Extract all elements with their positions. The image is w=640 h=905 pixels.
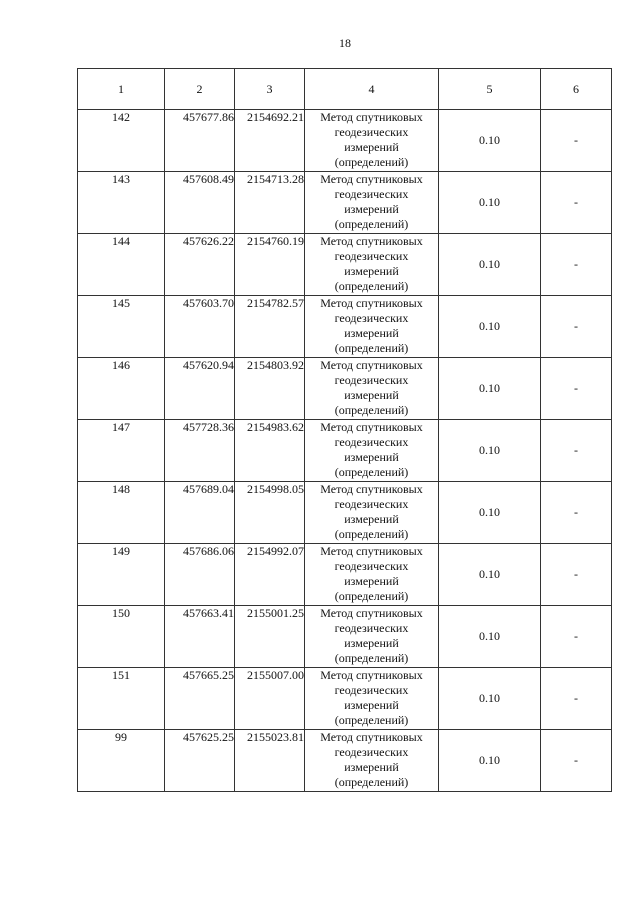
method-cell bbox=[305, 420, 439, 482]
method-line: (определений) bbox=[334, 341, 409, 355]
accuracy-cell: 0.10 bbox=[439, 606, 541, 668]
description-cell: - bbox=[541, 172, 612, 234]
accuracy-cell: 0.10 bbox=[439, 234, 541, 296]
method-cell bbox=[305, 606, 439, 668]
method-line: (определений) bbox=[334, 279, 409, 293]
column-header-6: 6 bbox=[541, 69, 612, 110]
table-row bbox=[78, 668, 612, 730]
column-header-2: 2 bbox=[165, 69, 235, 110]
method-cell bbox=[305, 358, 439, 420]
table-row bbox=[78, 730, 612, 792]
method-line: Метод спутниковых bbox=[320, 544, 423, 558]
y-coordinate-cell: 2154692.21 bbox=[235, 110, 305, 172]
x-coordinate-cell: 457625.25 bbox=[165, 730, 235, 792]
method-line: измерений bbox=[344, 388, 399, 402]
method-line: измерений bbox=[344, 636, 399, 650]
method-line: (определений) bbox=[334, 403, 409, 417]
y-coordinate-cell: 2155007.00 bbox=[235, 668, 305, 730]
method-line: (определений) bbox=[334, 775, 409, 789]
y-coordinate-cell: 2155001.25 bbox=[235, 606, 305, 668]
method-line: Метод спутниковых bbox=[320, 668, 423, 682]
method-line: (определений) bbox=[334, 465, 409, 479]
accuracy-cell: 0.10 bbox=[439, 172, 541, 234]
accuracy-cell: 0.10 bbox=[439, 110, 541, 172]
method-line: измерений bbox=[344, 512, 399, 526]
method-line: (определений) bbox=[334, 713, 409, 727]
description-cell: - bbox=[541, 234, 612, 296]
method-line: геодезических bbox=[334, 373, 409, 387]
table-row bbox=[78, 420, 612, 482]
x-coordinate-cell: 457689.04 bbox=[165, 482, 235, 544]
method-line: Метод спутниковых bbox=[320, 482, 423, 496]
method-line: (определений) bbox=[334, 155, 409, 169]
method-line: геодезических bbox=[334, 497, 409, 511]
method-cell bbox=[305, 730, 439, 792]
method-line: (определений) bbox=[334, 217, 409, 231]
y-coordinate-cell: 2154998.05 bbox=[235, 482, 305, 544]
method-line: геодезических bbox=[334, 249, 409, 263]
method-line: Метод спутниковых bbox=[320, 730, 423, 744]
column-header-4: 4 bbox=[305, 69, 439, 110]
description-cell: - bbox=[541, 358, 612, 420]
method-line: геодезических bbox=[334, 745, 409, 759]
method-line: измерений bbox=[344, 698, 399, 712]
accuracy-cell: 0.10 bbox=[439, 358, 541, 420]
method-line: Метод спутниковых bbox=[320, 420, 423, 434]
method-line: Метод спутниковых bbox=[320, 172, 423, 186]
table-row bbox=[78, 296, 612, 358]
description-cell: - bbox=[541, 110, 612, 172]
y-coordinate-cell: 2154713.28 bbox=[235, 172, 305, 234]
method-line: (определений) bbox=[334, 589, 409, 603]
table-row bbox=[78, 544, 612, 606]
column-header-1: 1 bbox=[78, 69, 165, 110]
x-coordinate-cell: 457686.06 bbox=[165, 544, 235, 606]
method-line: измерений bbox=[344, 326, 399, 340]
accuracy-cell: 0.10 bbox=[439, 482, 541, 544]
description-cell: - bbox=[541, 730, 612, 792]
y-coordinate-cell: 2154803.92 bbox=[235, 358, 305, 420]
method-cell bbox=[305, 668, 439, 730]
method-line: измерений bbox=[344, 760, 399, 774]
method-line: измерений bbox=[344, 264, 399, 278]
accuracy-cell: 0.10 bbox=[439, 730, 541, 792]
method-line: (определений) bbox=[334, 651, 409, 665]
point-number-cell: 142 bbox=[78, 110, 165, 172]
accuracy-cell: 0.10 bbox=[439, 668, 541, 730]
method-line: геодезических bbox=[334, 621, 409, 635]
point-number-cell: 144 bbox=[78, 234, 165, 296]
table-row bbox=[78, 482, 612, 544]
y-coordinate-cell: 2155023.81 bbox=[235, 730, 305, 792]
page-number: 18 bbox=[339, 36, 351, 50]
table-row bbox=[78, 172, 612, 234]
description-cell: - bbox=[541, 606, 612, 668]
method-line: геодезических bbox=[334, 559, 409, 573]
table-row bbox=[78, 110, 612, 172]
point-number-cell: 151 bbox=[78, 668, 165, 730]
x-coordinate-cell: 457677.86 bbox=[165, 110, 235, 172]
method-line: Метод спутниковых bbox=[320, 358, 423, 372]
description-cell: - bbox=[541, 668, 612, 730]
y-coordinate-cell: 2154983.62 bbox=[235, 420, 305, 482]
method-line: геодезических bbox=[334, 435, 409, 449]
method-line: измерений bbox=[344, 140, 399, 154]
method-line: Метод спутниковых bbox=[320, 110, 423, 124]
method-line: геодезических bbox=[334, 683, 409, 697]
method-cell bbox=[305, 544, 439, 606]
y-coordinate-cell: 2154760.19 bbox=[235, 234, 305, 296]
column-header-5: 5 bbox=[439, 69, 541, 110]
table-body bbox=[78, 110, 612, 792]
method-cell bbox=[305, 172, 439, 234]
method-line: Метод спутниковых bbox=[320, 296, 423, 310]
method-line: измерений bbox=[344, 202, 399, 216]
table-row bbox=[78, 234, 612, 296]
method-line: (определений) bbox=[334, 527, 409, 541]
y-coordinate-cell: 2154992.07 bbox=[235, 544, 305, 606]
method-line: геодезических bbox=[334, 187, 409, 201]
y-coordinate-cell: 2154782.57 bbox=[235, 296, 305, 358]
accuracy-cell: 0.10 bbox=[439, 420, 541, 482]
x-coordinate-cell: 457663.41 bbox=[165, 606, 235, 668]
method-cell bbox=[305, 482, 439, 544]
table-header-row bbox=[78, 69, 612, 110]
point-number-cell: 146 bbox=[78, 358, 165, 420]
description-cell: - bbox=[541, 296, 612, 358]
description-cell: - bbox=[541, 420, 612, 482]
x-coordinate-cell: 457603.70 bbox=[165, 296, 235, 358]
method-line: измерений bbox=[344, 450, 399, 464]
description-cell: - bbox=[541, 482, 612, 544]
x-coordinate-cell: 457620.94 bbox=[165, 358, 235, 420]
table-row bbox=[78, 358, 612, 420]
accuracy-cell: 0.10 bbox=[439, 544, 541, 606]
method-line: Метод спутниковых bbox=[320, 234, 423, 248]
description-cell: - bbox=[541, 544, 612, 606]
point-number-cell: 147 bbox=[78, 420, 165, 482]
method-cell bbox=[305, 110, 439, 172]
method-line: геодезических bbox=[334, 311, 409, 325]
method-line: геодезических bbox=[334, 125, 409, 139]
coordinates-table bbox=[77, 68, 612, 792]
method-cell bbox=[305, 234, 439, 296]
point-number-cell: 148 bbox=[78, 482, 165, 544]
method-cell bbox=[305, 296, 439, 358]
point-number-cell: 99 bbox=[78, 730, 165, 792]
x-coordinate-cell: 457608.49 bbox=[165, 172, 235, 234]
point-number-cell: 150 bbox=[78, 606, 165, 668]
x-coordinate-cell: 457665.25 bbox=[165, 668, 235, 730]
accuracy-cell: 0.10 bbox=[439, 296, 541, 358]
column-header-3: 3 bbox=[235, 69, 305, 110]
x-coordinate-cell: 457728.36 bbox=[165, 420, 235, 482]
point-number-cell: 143 bbox=[78, 172, 165, 234]
point-number-cell: 145 bbox=[78, 296, 165, 358]
x-coordinate-cell: 457626.22 bbox=[165, 234, 235, 296]
method-line: Метод спутниковых bbox=[320, 606, 423, 620]
table-row bbox=[78, 606, 612, 668]
method-line: измерений bbox=[344, 574, 399, 588]
point-number-cell: 149 bbox=[78, 544, 165, 606]
